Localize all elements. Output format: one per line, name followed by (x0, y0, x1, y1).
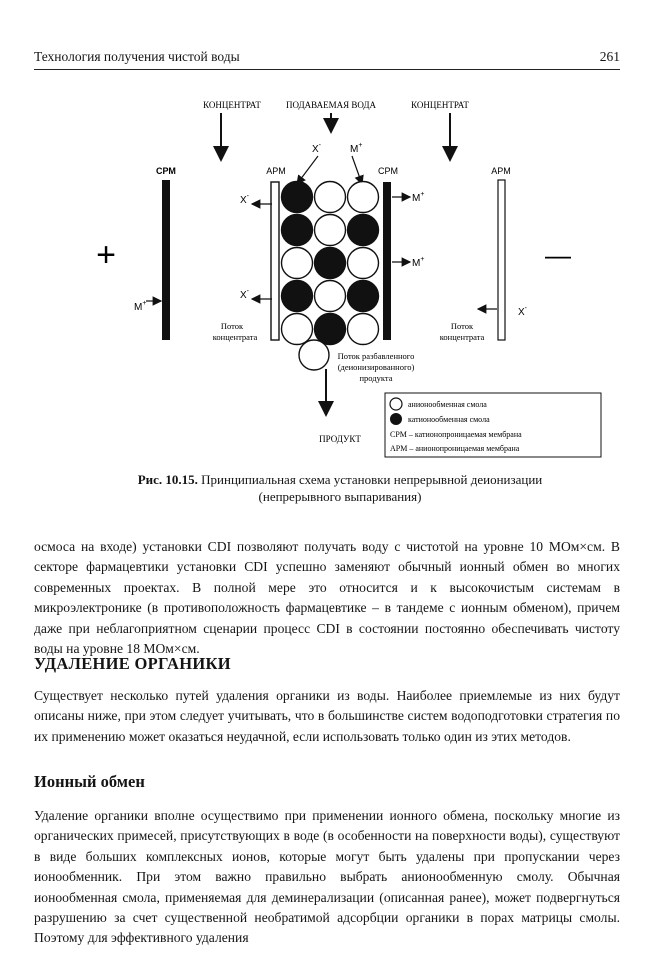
cdi-schematic-figure (0, 80, 652, 470)
resin-bead-cation (348, 215, 379, 246)
caption-text-2: (непрерывного выпаривания) (258, 489, 422, 504)
legend-cpm-label: СРМ – катионопроницаемая мембрана (390, 430, 522, 439)
resin-bead-cation (315, 314, 346, 345)
cpm-membrane-left (162, 180, 170, 340)
flow-concentrate-left-2: концентрата (212, 332, 258, 342)
flow-diluate-2: (деионизированного) (337, 362, 415, 372)
flow-concentrate-right-1: Поток (450, 321, 474, 331)
label-apm-center: АРМ (266, 166, 286, 176)
cathode-minus-sign: — (545, 240, 571, 270)
figure-caption (60, 471, 620, 505)
resin-bead-anion (348, 248, 379, 279)
page-number: 261 (599, 49, 620, 64)
resin-bead-anion (348, 182, 379, 213)
heading-ion-exchange: Ионный обмен (34, 772, 145, 791)
label-apm-right: АРМ (491, 166, 511, 176)
resin-bead-cation (315, 248, 346, 279)
arrow-m-top (352, 156, 362, 184)
anode-plus-sign: + (96, 236, 116, 274)
label-cpm-center: СРМ (378, 166, 398, 176)
legend-cation-symbol (390, 413, 402, 425)
caption-label: Рис. 10.15. (137, 472, 198, 487)
label-feed-water: ПОДАВАЕМАЯ ВОДА (285, 100, 377, 110)
resin-bead-cation (348, 281, 379, 312)
flow-diluate-3: продукта (359, 373, 393, 383)
paragraph-organics: Существует несколько путей удаления органики из воды. Наиболее приемлемые из них будут описаны ниже, при этом следует учитывать, что в большинстве систем водоподготовки стратегия по их применению может оказаться неудачной, если использовать только один из этих методов. (34, 688, 620, 744)
ion-m-right-2: M+ (412, 256, 425, 269)
label-cpm-left: СРМ (156, 166, 176, 176)
ion-x-left-2: X- (240, 288, 250, 301)
flow-concentrate-right-2: концентрата (439, 332, 485, 342)
resin-bead-anion (315, 281, 346, 312)
legend-cation-label: катионообменная смола (408, 415, 490, 424)
legend-anion-symbol (390, 398, 402, 410)
resin-bead-anion (282, 248, 313, 279)
resin-bead-grid (282, 182, 379, 345)
label-concentrate-right: КОНЦЕНТРАТ (411, 100, 469, 110)
figure-legend (385, 393, 601, 457)
legend-apm-label: АРМ – анионопроницаемая мембрана (390, 444, 520, 453)
label-concentrate-left: КОНЦЕНТРАТ (203, 100, 261, 110)
paragraph-ion-exchange: Удаление органики вполне осуществимо при применении ионного обмена, поскольку многие из органических примесей, присутствующих в воде (в особенности на поверхности воды), существуют в виде больших комплексных ионов, которые могут быть удалены при пропускании через ионообменник. При этом важно правильно выбрать анионообменную смолу. Обычная ионообменная смола, применяемая для деминерализации (описанная ранее), может подвергнуться разрушению за счет существенной необратимой адсорбции органики в порах матрицы смолы. Поэтому для эффективного удаления (34, 808, 620, 946)
caption-text: Принципиальная схема установки непрерывной деионизации (201, 472, 543, 487)
label-product: ПРОДУКТ (319, 434, 361, 444)
cpm-membrane-center (383, 182, 391, 340)
heading-organics-removal: УДАЛЕНИЕ ОРГАНИКИ (34, 654, 231, 673)
resin-bead-anion (348, 314, 379, 345)
resin-bead-anion (282, 314, 313, 345)
running-header (34, 47, 620, 70)
paragraph-cdi: осмоса на входе) установки CDI позволяют получать воду с чистотой на уровне 10 МОм×см. В секторе фармацевтики установки CDI успешно заменяют обычный ионный обмен во многих современных проектах. В полной мере это относится и к высокочистым системам в микроэлектронике (в противоположность фармацевтике – в тандеме с ионным обменом), причем даже при неблагоприятном сценарии процесс CDI в состоянии постоянно обеспечивать чистоту воды на уровне 18 МОм×см. (34, 539, 620, 657)
resin-bead-anion (315, 182, 346, 213)
arrow-x-top (297, 156, 318, 184)
ion-x-left-1: X- (240, 193, 250, 206)
resin-bead-cation (282, 215, 313, 246)
resin-bead-cation (282, 281, 313, 312)
flow-diluate-1: Поток разбавленного (337, 351, 415, 361)
ion-m-top: M+ (350, 142, 363, 155)
resin-bead-anion (315, 215, 346, 246)
legend-anion-label: анионообменная смола (408, 400, 487, 409)
apm-membrane-center (271, 182, 279, 340)
ion-x-right: X- (518, 305, 528, 318)
resin-bead-outlet (299, 340, 329, 370)
ion-x-top: X- (312, 142, 322, 155)
ion-m-left: M+ (134, 300, 147, 313)
ion-m-right-1: M+ (412, 191, 425, 204)
resin-bead-cation (282, 182, 313, 213)
running-title: Технология получения чистой воды (34, 49, 240, 64)
flow-concentrate-left-1: Поток (220, 321, 244, 331)
apm-membrane-right (498, 180, 505, 340)
